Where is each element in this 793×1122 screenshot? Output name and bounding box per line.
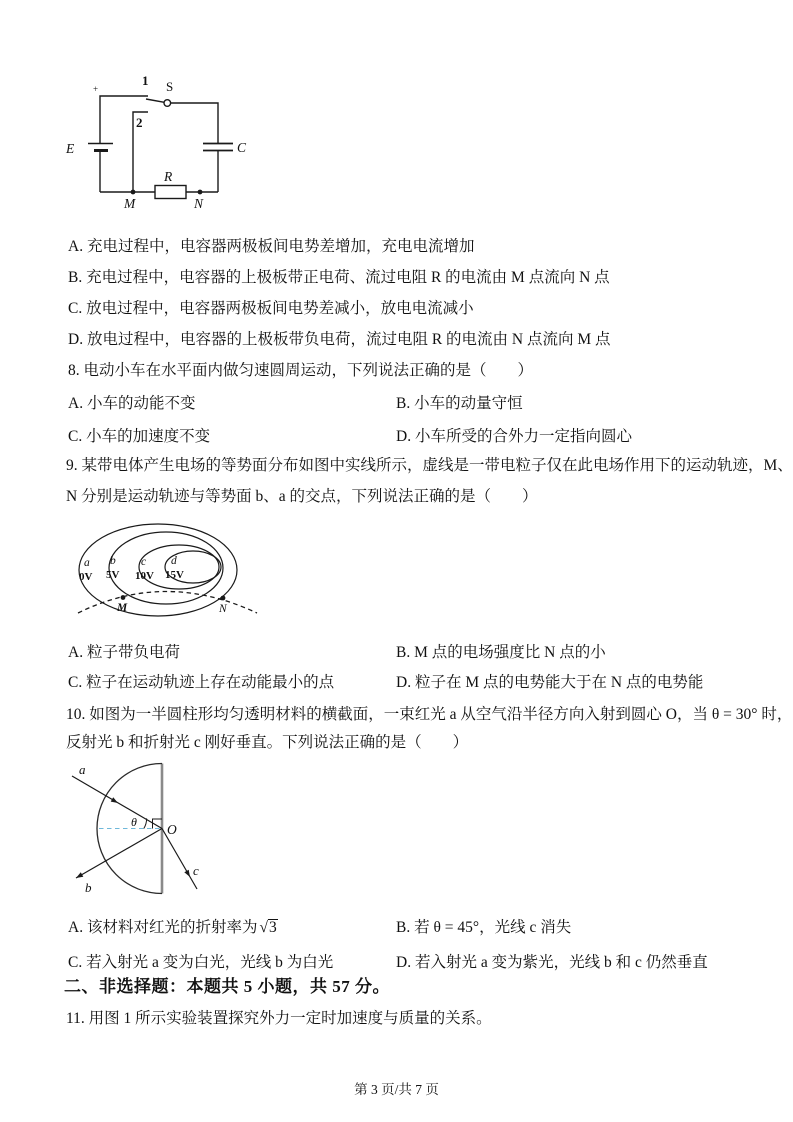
q9-option-d: D. 粒子在 M 点的电势能大于在 N 点的电势能: [396, 674, 704, 691]
q8-option-a: A. 小车的动能不变: [68, 395, 196, 412]
q9-stem-line2: N 分别是运动轨迹与等势面 b、a 的交点，下列说法正确的是（ ）: [66, 488, 538, 505]
theta-label: θ: [131, 815, 137, 829]
reflected-ray: [76, 829, 162, 879]
switch-label: S: [166, 79, 174, 94]
surface-b-potential: 5V: [106, 569, 120, 581]
q10-stem-line1: 10. 如图为一半圆柱形均匀透明材料的横截面，一束红光 a 从空气沿半径方向入射到圆心 O，当 θ = 30° 时，: [66, 706, 793, 723]
reflected-ray-arrowhead: [76, 872, 83, 878]
ray-c-label: c: [193, 863, 199, 878]
point-n-dot: [221, 596, 226, 601]
particle-trajectory: [78, 592, 257, 614]
q10-option-d: D. 若入射光 a 变为紫光，光线 b 和 c 仍然垂直: [396, 954, 708, 971]
surface-c-potential: 10V: [135, 570, 154, 582]
surface-c-label: c: [141, 556, 147, 568]
equipotential-diagram: [58, 518, 273, 634]
switch-pos2-label: 2: [136, 115, 143, 130]
refracted-ray: [162, 829, 197, 890]
point-n-label: N: [219, 603, 227, 615]
node-m-label: M: [124, 196, 136, 211]
section2-heading: 二、非选择题：本题共 5 小题，共 57 分。: [64, 977, 390, 996]
q8-option-d: D. 小车所受的合外力一定指向圆心: [396, 428, 632, 445]
q8-stem: 8. 电动小车在水平面内做匀速圆周运动，下列说法正确的是（ ）: [68, 362, 534, 379]
optics-diagram: [58, 755, 213, 905]
point-m-dot: [121, 595, 126, 600]
q7-option-c: C. 放电过程中，电容器两极板间电势差减小，放电电流减小: [68, 300, 474, 317]
q10-stem-line2: 反射光 b 和折射光 c 刚好垂直。下列说法正确的是（ ）: [66, 734, 469, 751]
q10-option-c: C. 若入射光 a 变为白光，光线 b 为白光: [68, 954, 334, 971]
sqrt-radical-sign: √: [259, 919, 268, 936]
q7-option-d: D. 放电过程中，电容器的上极板带负电荷，流过电阻 R 的电流由 N 点流向 M 点: [68, 331, 611, 348]
resistor-label: R: [164, 169, 173, 184]
surface-a-label: a: [84, 557, 90, 569]
q7-option-b: B. 充电过程中，电容器的上极板带正电荷、流过电阻 R 的电流由 M 点流向 N 点: [68, 269, 610, 286]
equipotential-b: [109, 532, 223, 604]
q7-option-a: A. 充电过程中，电容器两极板间电势差增加，充电电流增加: [68, 238, 475, 255]
ray-b-label: b: [85, 880, 92, 895]
circuit-diagram: [55, 66, 265, 216]
switch-pivot: [164, 100, 171, 107]
q10-option-a: [68, 918, 278, 938]
q9-stem-line1: 9. 某带电体产生电场的等势面分布如图中实线所示，虚线是一带电粒子仅在此电场作用下的运动轨迹，M、: [66, 457, 793, 474]
switch-pos1-label: 1: [142, 73, 149, 88]
q9-option-a: A. 粒子带负电荷: [68, 644, 180, 661]
capacitor-label: C: [237, 140, 247, 155]
plus-terminal-label: +: [93, 84, 99, 94]
incident-ray-arrowhead: [111, 797, 118, 803]
q8-option-c: C. 小车的加速度不变: [68, 428, 211, 445]
q9-option-c: C. 粒子在运动轨迹上存在动能最小的点: [68, 674, 335, 691]
surface-d-label: d: [171, 555, 177, 567]
sqrt-radicand: 3: [268, 919, 277, 936]
q11-stem: 11. 用图 1 所示实验装置探究外力一定时加速度与质量的关系。: [66, 1010, 492, 1027]
node-n-label: N: [194, 196, 204, 211]
center-o-label: O: [167, 822, 177, 837]
ray-a-label: a: [79, 762, 86, 777]
page-footer: 第 3 页/共 7 页: [354, 1082, 439, 1097]
surface-d-potential: 15V: [165, 569, 184, 581]
refracted-ray-arrowhead: [184, 870, 190, 877]
q10-option-a-text: A. 该材料对红光的折射率为: [68, 919, 258, 936]
q9-option-b: B. M 点的电场强度比 N 点的小: [396, 644, 606, 661]
equipotential-c: [139, 545, 219, 589]
battery-label: E: [66, 141, 75, 156]
surface-a-potential: 0V: [79, 571, 93, 583]
node-m-dot: [131, 190, 136, 195]
q10-option-b: B. 若 θ = 45°，光线 c 消失: [396, 919, 572, 936]
point-m-label: M: [117, 602, 128, 614]
q8-option-b: B. 小车的动量守恒: [396, 395, 523, 412]
surface-b-label: b: [110, 555, 116, 567]
node-n-dot: [198, 190, 203, 195]
